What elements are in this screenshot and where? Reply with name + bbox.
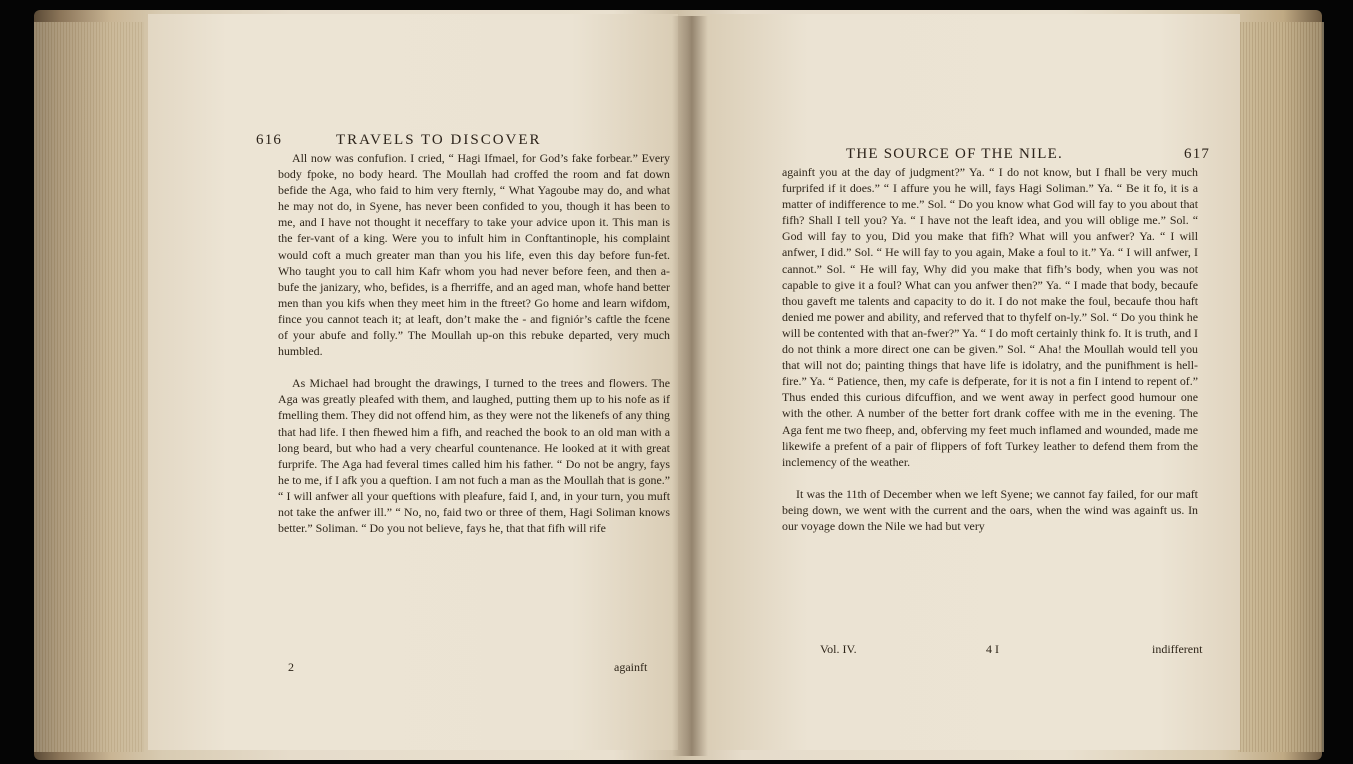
right-running-head: THE SOURCE OF THE NILE. bbox=[846, 146, 1063, 162]
right-page bbox=[700, 14, 1240, 750]
left-catchword: againft bbox=[614, 660, 648, 674]
left-running-head: TRAVELS TO DISCOVER bbox=[336, 132, 542, 148]
left-page-edges bbox=[34, 22, 144, 752]
left-page-number: 616 bbox=[256, 132, 283, 148]
volume-number: Vol. IV. bbox=[820, 642, 857, 656]
left-paragraph-2: As Michael had brought the drawings, I turned to the trees and flowers. The Aga was greatly pleafed with them, and laughed, putting them up to his nofe as if fmelling them. They did not offend him, as they were not the likenefs of any thing that had life. I then fhewed him a fifh, and reached the book to an old man with a long beard, but who had a very chearful countenance. He looked at it with great furprife. The Aga had feveral times called him his father. “ Do not be angry, fays he to me, if I afk you a queftion. I am not fuch a man as the Moullah that is gone.” “ I will anfwer all your queftions with pleafure, faid I, and, in your turn, you muft not take the anfwer ill.” “ No, no, faid two or three of them, Hagi Soliman knows better.” Soliman. “ Do you not believe, fays he, that that fifh will rife bbox=[278, 376, 670, 536]
left-paragraph-1: All now was confufion. I cried, “ Hagi Ifmael, for God’s fake forbear.” Every body fpoke, no body heard. The Moullah had croffed the room and fat down befide the Aga, who faid to him very fternly, “ What Yagoube may do, and what he may not do, in Syene, has never been confided to you, though it has been to me, and I have not thought it neceffary to take your advice upon it. This man is the fer-vant of a king. Were you to infult him in Conftantinople, his complaint would coft a much greater man than you his life, even this day before fun-fet. Who taught you to call him Kafr whom you had never before feen, and then a-bufe the janizary, who, befides, is a fherriffe, and an aged man, whofe hand better men than you kifs when they meet him in the ftreet? Go home and learn wifdom, fince you cannot teach it; at leaft, don’t make the ‐ and figniór’s caftle the fcene of your abufe and folly.” The Moullah up-on this rebuke departed, very much humbled. bbox=[278, 151, 670, 359]
right-page-number: 617 bbox=[1184, 146, 1211, 162]
right-paragraph-2: It was the 11th of December when we left Syene; we cannot fay failed, for our maft being down, we went with the current and the oars, when the wind was againft us. In our voyage down the Nile we had but very bbox=[782, 486, 1198, 533]
left-signature-mark: 2 bbox=[288, 660, 294, 674]
left-page-body bbox=[278, 150, 670, 536]
book-gutter bbox=[672, 16, 708, 756]
left-page bbox=[148, 14, 678, 750]
right-page-body bbox=[782, 164, 1198, 534]
right-signature-mark: 4 I bbox=[986, 642, 999, 656]
right-paragraph-1: againft you at the day of judgment?” Ya. “ I do not know, but I fhall be very much furprifed if it does.” “ I affure you he will, fays Hagi Soliman.” Ya. “ Be it fo, it is a matter of indifference to me.” Sol. “ Do you know what God will fay to you about that fifh? Shall I tell you? Ya. “ I have not the leaft idea, and you will oblige me.” Sol. “ God will fay to you, Did you make that fifh? What will you anfwer? Ya. “ I will anfwer, I did.” Sol. “ He will fay to you again, Make a foul to it.” Ya. “ I will anfwer, I cannot.” Sol. “ He will fay, Why did you make that fifh’s body, when you was not capable to give it a foul? What can you anfwer then?” Ya. “ I made that body, becaufe thou gaveft me talents and capacity to do it. I do not make the foul, becaufe thou haft denied me power and ability, and referved that to thyfelf on-ly.” Sol. “ Do you think he will be contented with that an-fwer?” Ya. “ I do moft certainly think fo. It is truth, and I do not think a more direct one can be given.” Sol. “ Aha! the Moullah would tell you that will not do; painting things that have life is idolatry, and the punifhment is hell-fire.” Ya. “ Patience, then, my cafe is defperate, for it is not a fin I intend to repent of.” Thus ended this curious difcuffion, and we went away in perfect good humour one with the other. A number of the better fort drank coffee with me in the evening. The Aga fent me two fheep, and, obferving my feet much inflamed and wounded, made me likewife a prefent of a pair of flippers of foft Turkey leather to defend them from the inclemency of the weather. bbox=[782, 165, 1198, 469]
right-catchword: indifferent bbox=[1152, 642, 1203, 656]
right-page-edges bbox=[1238, 22, 1324, 752]
